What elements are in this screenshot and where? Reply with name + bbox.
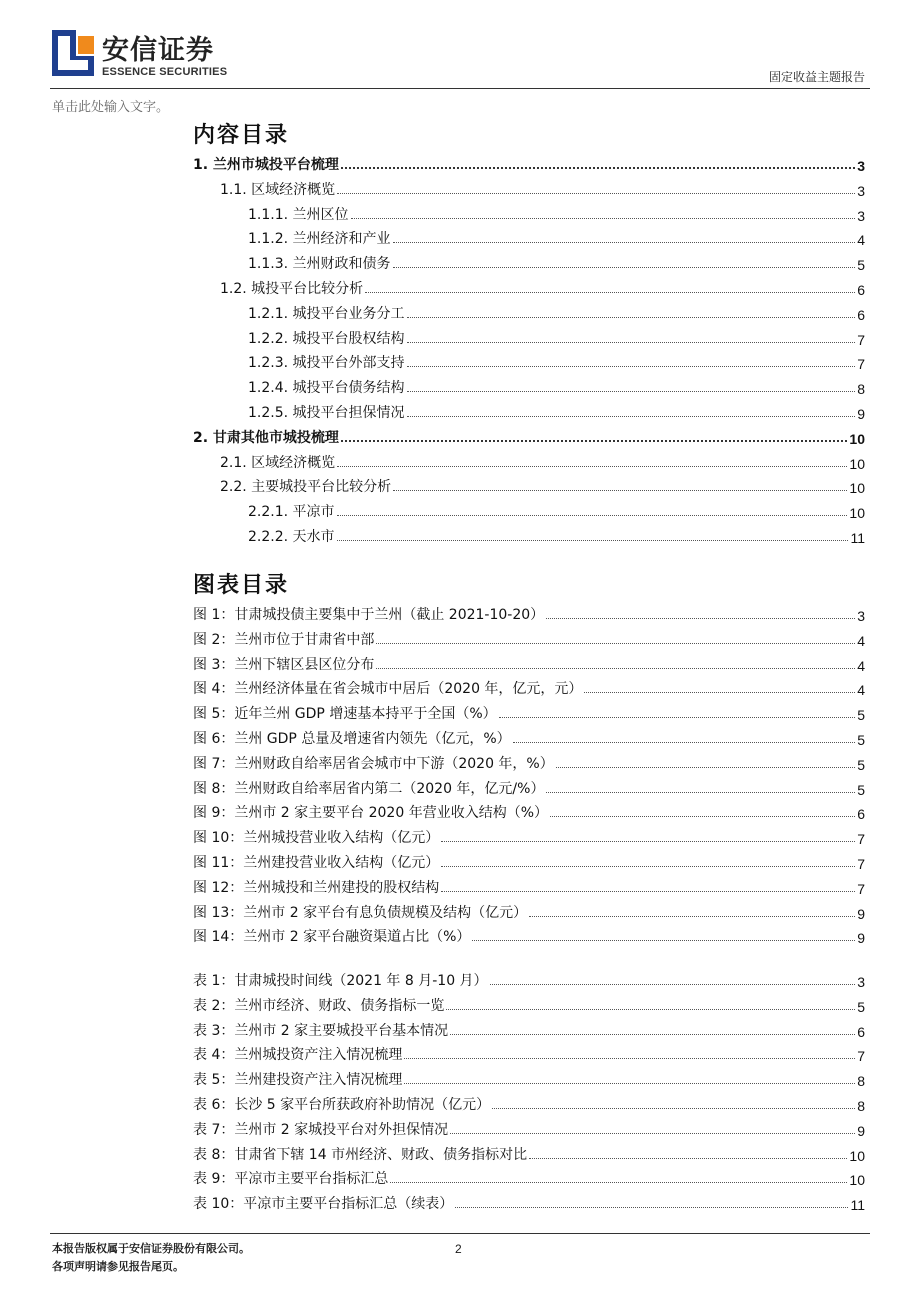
toc-entry-label: 2.2.1. 平凉市 <box>248 504 335 521</box>
table-entry[interactable] <box>193 1067 865 1089</box>
figure-entry[interactable] <box>193 900 865 922</box>
figure-entry[interactable] <box>193 701 865 723</box>
toc-entry[interactable] <box>248 326 865 348</box>
figure-entry[interactable] <box>193 924 865 946</box>
figure-entry-label: 图 3：兰州下辖区县区位分布 <box>193 656 375 673</box>
header-divider <box>50 88 870 89</box>
figure-entry-label: 图 10：兰州城投营业收入结构（亿元） <box>193 830 440 847</box>
figures-title: 图表目录 <box>193 573 290 598</box>
toc-entry-label: 2.2. 主要城投平台比较分析 <box>220 479 392 496</box>
toc-entry-page: 3 <box>857 182 865 199</box>
toc-entry-page: 3 <box>857 207 865 224</box>
toc-entry-page: 7 <box>857 356 865 373</box>
toc-entry-page: 6 <box>857 282 865 298</box>
dot-leader <box>556 767 855 768</box>
toc-entry-label: 1.1. 区域经济概览 <box>220 181 336 198</box>
figure-entry-label: 图 1：甘肃城投债主要集中于兰州（截止 2021-10-20） <box>193 607 545 623</box>
dot-leader <box>404 1083 855 1084</box>
dot-leader <box>450 1034 855 1035</box>
dot-leader <box>376 668 855 669</box>
figure-entry-label: 图 11：兰州建投营业收入结构（亿元） <box>193 855 440 871</box>
dot-leader <box>513 742 856 743</box>
toc-entry[interactable] <box>248 524 865 546</box>
dot-leader <box>365 292 855 293</box>
toc-entry[interactable] <box>248 400 865 422</box>
dot-leader <box>455 1207 848 1208</box>
toc-entry[interactable] <box>248 251 865 273</box>
report-type-label: 固定收益主题报告 <box>768 70 865 84</box>
figure-entry-label: 图 2：兰州市位于甘肃省中部 <box>193 631 375 648</box>
figure-entry-label: 图 9：兰州市 2 家主要平台 2020 年营业收入结构（%） <box>193 805 548 822</box>
dot-leader <box>546 792 855 793</box>
placeholder-text[interactable]: 单击此处输入文字。 <box>52 100 170 115</box>
toc-entry-label: 1.2. 城投平台比较分析 <box>220 281 364 297</box>
dot-leader <box>404 1058 855 1059</box>
figure-entry-label: 图 8：兰州财政自给率居省内第二（2020 年，亿元/%） <box>193 780 545 797</box>
table-entry-page: 8 <box>857 1098 865 1114</box>
page-number: 2 <box>455 1242 462 1256</box>
dot-leader <box>393 490 847 491</box>
toc-entry[interactable] <box>220 474 865 496</box>
footer-divider <box>50 1233 870 1234</box>
toc-entry-page: 10 <box>849 480 865 497</box>
toc-entry[interactable] <box>220 276 865 298</box>
dot-leader <box>407 366 856 367</box>
dot-leader <box>390 1182 847 1183</box>
dot-leader <box>351 218 856 219</box>
toc-entry-page: 5 <box>857 257 865 274</box>
figure-entry-label: 图 7：兰州财政自给率居省会城市中下游（2020 年，%） <box>193 755 554 772</box>
toc-entry[interactable] <box>248 226 865 248</box>
toc-entry-label: 1. 兰州市城投平台梳理 <box>193 157 339 173</box>
toc-entry-label: 2.1. 区域经济概览 <box>220 454 336 471</box>
table-entry[interactable] <box>193 1092 865 1114</box>
footer-notice <box>52 1240 250 1276</box>
toc-entry[interactable] <box>248 301 865 323</box>
figure-entry[interactable] <box>193 726 865 748</box>
dot-leader <box>337 466 847 467</box>
toc-entry-label: 1.2.2. 城投平台股权结构 <box>248 330 405 347</box>
table-entry[interactable] <box>193 1191 865 1213</box>
dot-leader <box>584 692 855 693</box>
toc-entry-page: 10 <box>849 430 865 447</box>
dot-leader <box>393 267 856 268</box>
table-entry[interactable] <box>193 1166 865 1188</box>
dot-leader <box>337 193 855 194</box>
essence-logo-icon <box>52 30 94 76</box>
table-entry-page: 6 <box>857 1023 865 1040</box>
toc-entry-page: 3 <box>857 158 865 174</box>
page-header <box>0 0 920 100</box>
dot-leader <box>492 1108 855 1109</box>
table-entry-label: 表 7：兰州市 2 家城投平台对外担保情况 <box>193 1121 449 1138</box>
dot-leader <box>341 440 847 442</box>
toc-entry-page: 10 <box>849 505 865 522</box>
table-entry-label: 表 4：兰州城投资产注入情况梳理 <box>193 1047 403 1064</box>
dot-leader <box>337 515 848 516</box>
dot-leader <box>529 916 855 917</box>
copyright-text: 本报告版权属于安信证券股份有限公司。 <box>52 1242 250 1255</box>
figure-entry-page: 7 <box>857 880 865 897</box>
figure-entry-page: 4 <box>857 682 865 699</box>
figure-entry-label: 图 5：近年兰州 GDP 增速基本持平于全国（%） <box>193 706 497 723</box>
dot-leader <box>441 866 855 867</box>
dot-leader <box>499 717 856 718</box>
dot-leader <box>450 1133 855 1134</box>
toc-entry-page: 10 <box>849 455 865 472</box>
dot-leader <box>529 1158 847 1159</box>
toc-entry[interactable] <box>220 177 865 199</box>
table-entry-page: 11 <box>850 1197 865 1214</box>
figure-entry[interactable] <box>193 776 865 798</box>
figure-entry-label: 图 12：兰州城投和兰州建投的股权结构 <box>193 879 440 896</box>
table-entry[interactable] <box>193 1018 865 1040</box>
toc-entry-label: 2.2.2. 天水市 <box>248 529 335 545</box>
toc-entry-page: 6 <box>857 306 865 323</box>
toc-entry-page: 4 <box>857 232 865 249</box>
table-entry-label: 表 10：平凉市主要平台指标汇总（续表） <box>193 1196 454 1213</box>
toc-entry[interactable] <box>193 152 865 174</box>
dot-leader <box>337 540 849 541</box>
figure-entry-page: 9 <box>857 905 865 922</box>
dot-leader <box>472 940 855 941</box>
table-entry[interactable] <box>193 993 865 1015</box>
dot-leader <box>341 167 855 169</box>
table-entry-page: 7 <box>857 1048 865 1065</box>
table-entry[interactable] <box>193 1042 865 1064</box>
toc-entry[interactable] <box>248 350 865 372</box>
table-entry-page: 8 <box>857 1073 865 1090</box>
figure-entry-label: 图 13：兰州市 2 家平台有息负债规模及结构（亿元） <box>193 904 528 921</box>
dot-leader <box>441 841 855 842</box>
toc-entry[interactable] <box>220 450 865 472</box>
figure-entry-page: 3 <box>857 608 865 624</box>
figure-entry[interactable] <box>193 602 865 624</box>
toc-entry-label: 2. 甘肃其他市城投梳理 <box>193 429 339 446</box>
table-entry-label: 表 6：长沙 5 家平台所获政府补助情况（亿元） <box>193 1097 491 1113</box>
figure-entry-page: 5 <box>857 756 865 773</box>
toc-entry-label: 1.2.3. 城投平台外部支持 <box>248 355 405 372</box>
table-entry-label: 表 3：兰州市 2 家主要城投平台基本情况 <box>193 1022 449 1039</box>
dot-leader <box>376 643 855 644</box>
dot-leader <box>546 618 855 619</box>
table-entry-page: 10 <box>849 1147 865 1164</box>
figure-entry-page: 9 <box>857 930 865 947</box>
toc-entry[interactable] <box>248 375 865 397</box>
dot-leader <box>407 416 856 417</box>
table-entry-page: 5 <box>857 998 865 1015</box>
figure-entry[interactable] <box>193 800 865 822</box>
table-entry-label: 表 1：甘肃城投时间线（2021 年 8 月-10 月） <box>193 973 488 989</box>
figure-entry[interactable] <box>193 875 865 897</box>
figure-entry-label: 图 6：兰州 GDP 总量及增速省内领先（亿元，%） <box>193 731 511 747</box>
table-entry[interactable] <box>193 968 865 990</box>
figure-entry-label: 图 4：兰州经济体量在省会城市中居后（2020 年，亿元，元） <box>193 681 583 698</box>
figure-entry[interactable] <box>193 751 865 773</box>
toc-entry-page: 7 <box>857 331 865 348</box>
toc-entry[interactable] <box>193 425 865 447</box>
toc-entry-page: 8 <box>857 381 865 398</box>
dot-leader <box>407 391 856 392</box>
toc-entry[interactable] <box>248 499 865 521</box>
toc-entry-label: 1.2.4. 城投平台债务结构 <box>248 380 405 397</box>
table-entry-page: 9 <box>857 1122 865 1139</box>
toc-entry[interactable] <box>248 202 865 224</box>
figure-entry-page: 7 <box>857 856 865 872</box>
figure-entry-page: 6 <box>857 806 865 823</box>
figure-entry[interactable] <box>193 652 865 674</box>
toc-entry-label: 1.2.5. 城投平台担保情况 <box>248 405 405 421</box>
figure-entry-page: 7 <box>857 831 865 848</box>
dot-leader <box>446 1009 855 1010</box>
table-entry-label: 表 2：兰州市经济、财政、债务指标一览 <box>193 997 445 1014</box>
dot-leader <box>393 242 856 243</box>
figure-entry-page: 5 <box>857 781 865 798</box>
brand-name-cn: 安信证券 <box>102 35 214 66</box>
figure-entry-page: 4 <box>857 632 865 649</box>
toc-entry-label: 1.2.1. 城投平台业务分工 <box>248 305 405 322</box>
dot-leader <box>407 317 856 318</box>
toc-entry-label: 1.1.3. 兰州财政和债务 <box>248 256 391 273</box>
brand-name-en: ESSENCE SECURITIES <box>102 66 228 78</box>
dot-leader <box>550 816 855 817</box>
toc-entry-label: 1.1.1. 兰州区位 <box>248 206 349 223</box>
figure-entry[interactable] <box>193 850 865 872</box>
figure-entry[interactable] <box>193 627 865 649</box>
toc-entry-page: 11 <box>850 530 865 546</box>
toc-entry-page: 9 <box>857 406 865 422</box>
figure-entry-label: 图 14：兰州市 2 家平台融资渠道占比（%） <box>193 929 471 946</box>
table-entry[interactable] <box>193 1117 865 1139</box>
table-entry-page: 3 <box>857 974 865 990</box>
table-entry-label: 表 5：兰州建投资产注入情况梳理 <box>193 1072 403 1089</box>
contents-title: 内容目录 <box>193 123 290 148</box>
table-entry-page: 10 <box>849 1172 865 1189</box>
figure-entry[interactable] <box>193 825 865 847</box>
toc-entry-label: 1.1.2. 兰州经济和产业 <box>248 231 391 248</box>
dot-leader <box>490 984 856 985</box>
dot-leader <box>407 342 856 343</box>
table-entry[interactable] <box>193 1142 865 1164</box>
figure-entry-page: 4 <box>857 657 865 674</box>
table-entry-label: 表 8：甘肃省下辖 14 市州经济、财政、债务指标对比 <box>193 1146 528 1163</box>
disclaimer-text: 各项声明请参见报告尾页。 <box>52 1260 184 1273</box>
dot-leader <box>441 891 855 892</box>
figure-entry-page: 5 <box>857 707 865 724</box>
figure-entry-page: 5 <box>857 732 865 748</box>
figure-entry[interactable] <box>193 676 865 698</box>
table-entry-label: 表 9：平凉市主要平台指标汇总 <box>193 1171 389 1188</box>
